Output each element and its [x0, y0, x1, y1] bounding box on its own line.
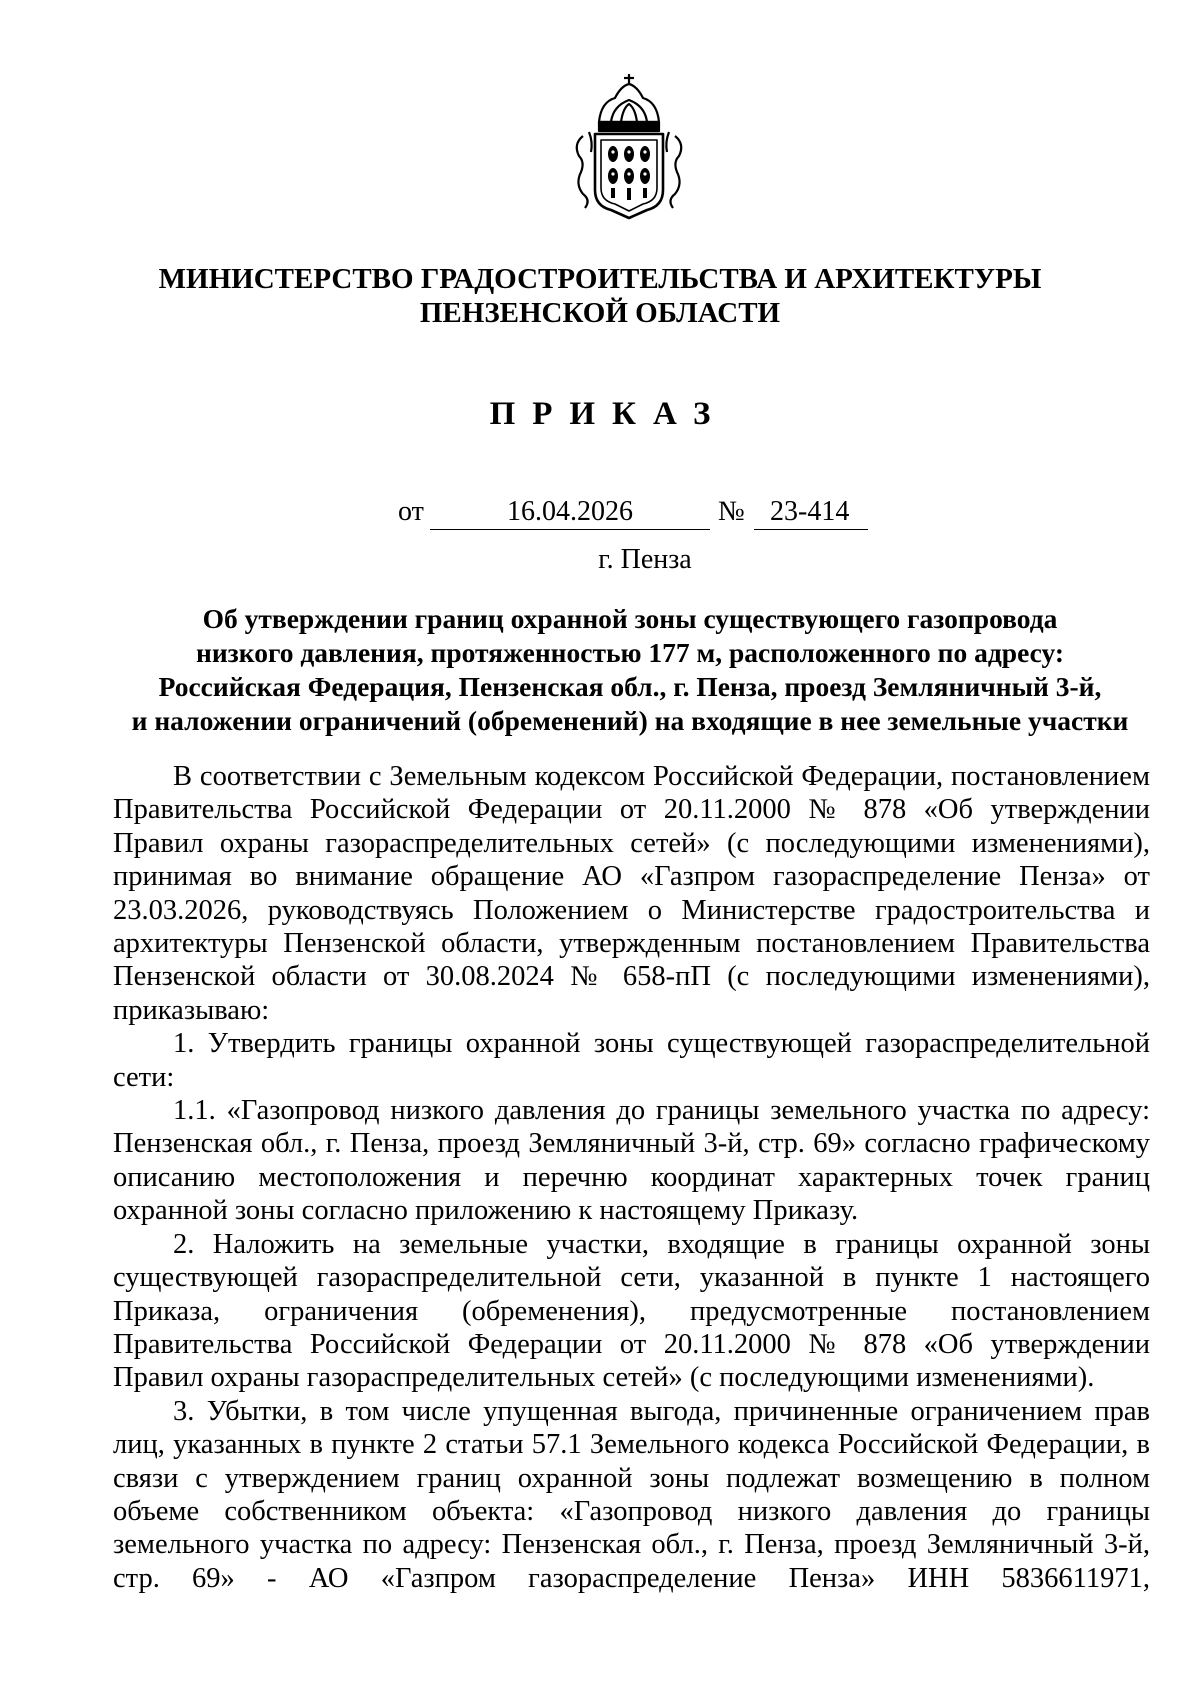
order-number: 23-414	[770, 496, 850, 527]
city: г. Пенза	[598, 544, 692, 575]
date-underline	[430, 529, 710, 530]
number-prefix: №	[718, 496, 745, 527]
number-underline	[754, 529, 868, 530]
ministry-name	[0, 262, 1200, 330]
coat-of-arms-icon	[571, 72, 687, 222]
date-prefix: от	[398, 496, 424, 527]
order-date: 16.04.2026	[507, 496, 633, 527]
ministry-name-line1: МИНИСТЕРСТВО ГРАДОСТРОИТЕЛЬСТВА И АРХИТЕКТУРЫ	[158, 263, 1042, 295]
document-type-title: ПРИКАЗ	[489, 396, 728, 432]
subject-line2: низкого давления, протяженностью 177 м, расположенного по адресу:	[195, 637, 1064, 668]
order-body	[113, 760, 1150, 1595]
subject-line4: и наложении ограничений (обременений) на входящие в нее земельные участки	[131, 705, 1129, 736]
item-3-paragraph: 3. Убытки, в том числе упущенная выгода, причиненные ограничением прав лиц, указанных в пункте 2 статьи 57.1 Земельного кодекса Российской Федерации, в связи с утверждением границ охранной зоны подлежат возмещению в полном объеме собственником объекта: «Газопровод низкого давления до границы земельного участка по адресу: Пензенская обл., г. Пенза, проезд Земляничный 3-й, стр. 69» - АО «Газпром газораспределение Пенза» ИНН 5836611971,	[113, 1395, 1150, 1594]
item-2-paragraph: 2. Наложить на земельные участки, входящие в границы охранной зоны существующей газораспределительной сети, указанной в пункте 1 настоящего Приказа, ограничения (обременения), предусмотренные постановлением Правительства Российской Федерации от 20.11.2000 № 878 «Об утверждении Правил охраны газораспределительных сетей» (с последующими изменениями).	[113, 1228, 1150, 1394]
ministry-name-line2: ПЕНЗЕНСКОЙ ОБЛАСТИ	[419, 297, 781, 329]
item-1-paragraph: 1. Утвердить границы охранной зоны существующей газораспределительной сети:	[113, 1028, 1150, 1093]
preamble-paragraph: В соответствии с Земельным кодексом Российской Федерации, постановлением Правительства Российской Федерации от 20.11.2000 № 878 «Об утверждении Правил охраны газораспределительных сетей» (с последующими изменениями), принимая во внимание обращение АО «Газпром газораспределение Пенза» от 23.03.2026, руководствуясь Положением о Министерстве градостроительства и архитектуры Пензенской области, утвержденным постановлением Правительства Пензенской области от 30.08.2024 № 658-пП (с последующими изменениями), приказываю:	[113, 761, 1150, 1026]
order-subject	[110, 602, 1150, 738]
item-1-1-paragraph: 1.1. «Газопровод низкого давления до границы земельного участка по адресу: Пензенская обл., г. Пенза, проезд Земляничный 3-й, стр. 69» согласно графическому описанию местоположения и перечню координат характерных точек границ охранной зоны согласно приложению к настоящему Приказу.	[113, 1095, 1150, 1227]
subject-line1: Об утверждении границ охранной зоны существующего газопровода	[202, 603, 1058, 634]
subject-line3: Российская Федерация, Пензенская обл., г. Пенза, проезд Земляничный 3-й,	[158, 671, 1102, 702]
